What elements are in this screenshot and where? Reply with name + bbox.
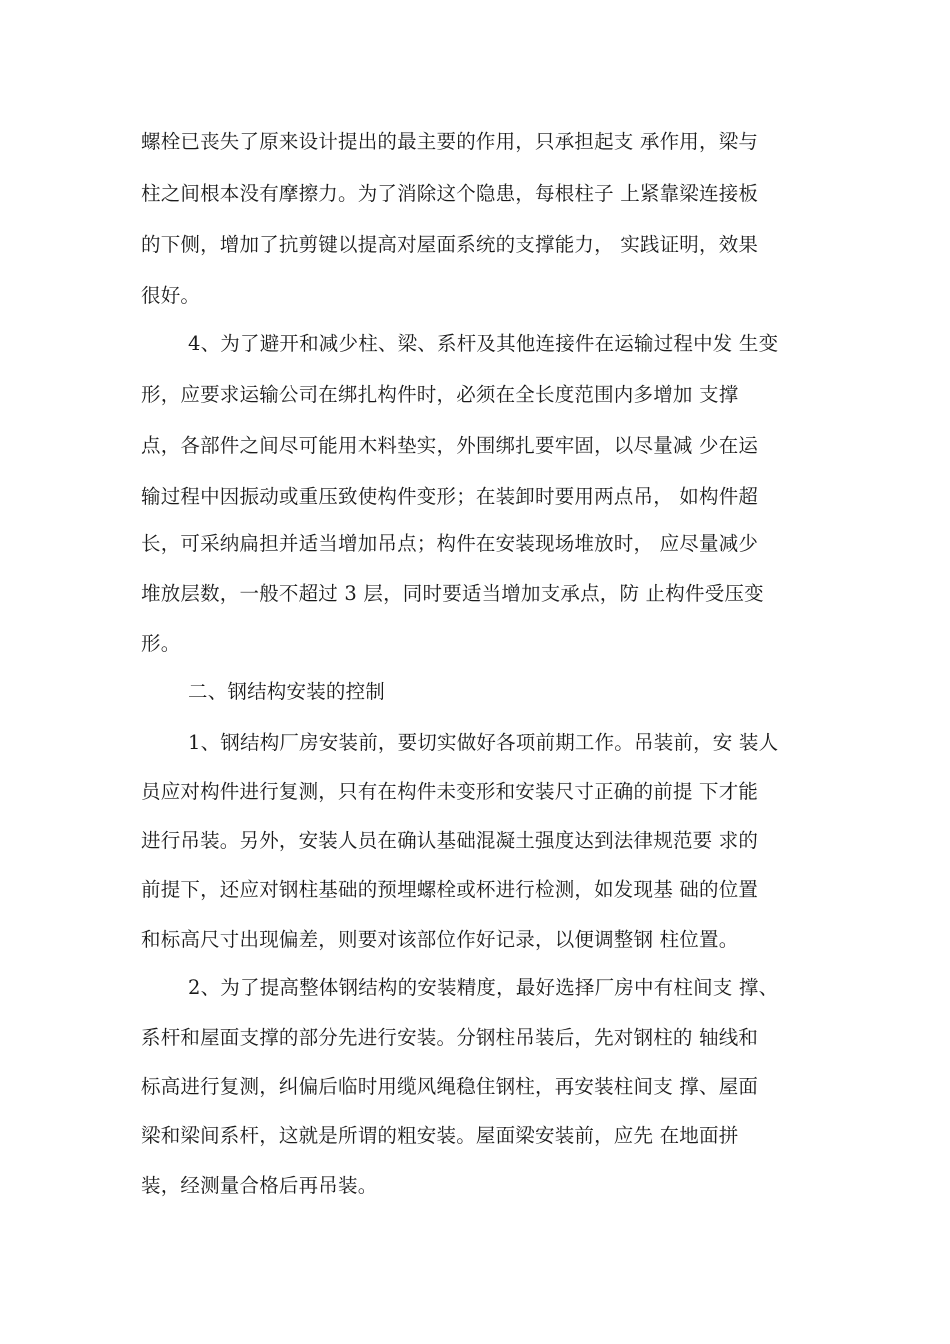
text-line: 2、为了提高整体钢结构的安装精度，最好选择厂房中有柱间支 撑、	[188, 976, 779, 999]
text-line: 很好。	[141, 284, 201, 307]
text-line: 输过程中因振动或重压致使构件变形；在装卸时要用两点吊， 如构件超	[141, 485, 759, 508]
text-line: 前提下，还应对钢柱基础的预埋螺栓或杯进行检测，如发现基 础的位置	[141, 878, 759, 901]
text-line: 标高进行复测，纠偏后临时用缆风绳稳住钢柱，再安装柱间支 撑、屋面	[141, 1075, 759, 1098]
text-line: 点，各部件之间尽可能用木料垫实，外围绑扎要牢固，以尽量减 少在运	[141, 434, 759, 457]
section-heading: 二、钢结构安装的控制	[188, 680, 386, 703]
text-line: 系杆和屋面支撑的部分先进行安装。分钢柱吊装后，先对钢柱的 轴线和	[141, 1026, 759, 1049]
text-line: 柱之间根本没有摩擦力。为了消除这个隐患，每根柱子 上紧靠梁连接板	[141, 182, 759, 205]
text-line: 的下侧，增加了抗剪键以提高对屋面系统的支撑能力， 实践证明，效果	[141, 233, 759, 256]
text-line: 形，应要求运输公司在绑扎构件时，必须在全长度范围内多增加 支撑	[141, 383, 739, 406]
text-line: 形。	[141, 632, 181, 655]
text-line: 梁和梁间系杆，这就是所谓的粗安装。屋面梁安装前，应先 在地面拼	[141, 1124, 739, 1147]
text-line: 4、为了避开和减少柱、梁、系杆及其他连接件在运输过程中发 生变	[188, 332, 779, 355]
text-line: 1、钢结构厂房安装前，要切实做好各项前期工作。吊装前，安 装人	[188, 731, 779, 754]
text-line: 员应对构件进行复测，只有在构件未变形和安装尺寸正确的前提 下才能	[141, 780, 759, 803]
text-line: 堆放层数，一般不超过 3 层，同时要适当增加支承点，防 止构件受压变	[141, 582, 764, 605]
text-line: 进行吊装。另外，安装人员在确认基础混凝土强度达到法律规范要 求的	[141, 829, 759, 852]
text-line: 螺栓已丧失了原来设计提出的最主要的作用，只承担起支 承作用，梁与	[141, 130, 759, 153]
text-line: 和标高尺寸出现偏差，则要对该部位作好记录，以便调整钢 柱位置。	[141, 928, 739, 951]
text-line: 装，经测量合格后再吊装。	[141, 1174, 378, 1197]
text-line: 长，可采纳扁担并适当增加吊点；构件在安装现场堆放时， 应尽量减少	[141, 532, 759, 555]
